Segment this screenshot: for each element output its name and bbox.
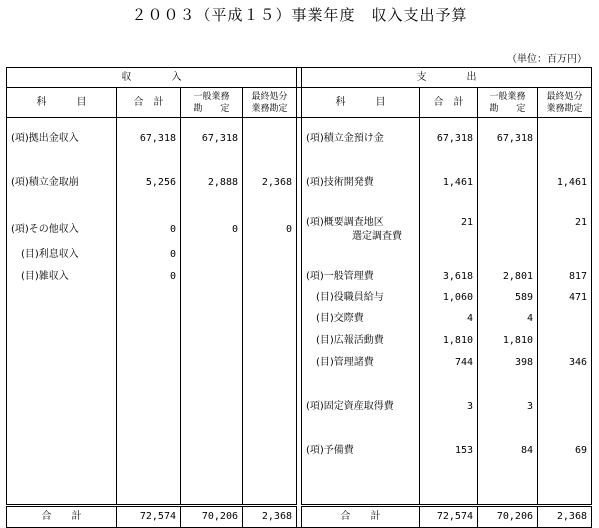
table-row (7, 308, 592, 330)
expense-general: 1,810 (478, 330, 538, 352)
income-sum-general: 70,206 (181, 506, 243, 528)
expense-general: 84 (478, 440, 538, 462)
expense-general: 589 (478, 288, 538, 308)
expense-sum-general: 70,206 (478, 506, 538, 528)
table-row (7, 440, 592, 462)
expense-sum-final: 2,368 (538, 506, 592, 528)
income-general (181, 266, 243, 288)
expense-total: 1,461 (420, 172, 478, 194)
table-row (7, 374, 592, 396)
expense-total: 3,618 (420, 266, 478, 288)
expense-general (478, 172, 538, 194)
totals-row (7, 506, 592, 528)
expense-general-header: 一般業務 勘 定 (478, 88, 538, 118)
expense-item-header: 科 目 (302, 88, 420, 118)
income-sum-final: 2,368 (243, 506, 297, 528)
expense-item: (項)予備費 (302, 440, 420, 462)
expense-total-header: 合 計 (420, 88, 478, 118)
income-final (243, 128, 297, 150)
income-final (243, 244, 297, 266)
income-total: 0 (117, 216, 181, 244)
expense-general: 3 (478, 396, 538, 418)
expense-general: 398 (478, 352, 538, 374)
income-total-label: 合 計 (7, 506, 117, 528)
expense-item: (目)広報活動費 (302, 330, 420, 352)
expense-final (538, 308, 592, 330)
income-final-header: 最終処分 業務勘定 (243, 88, 297, 118)
table-row (7, 266, 592, 288)
income-total: 67,318 (117, 128, 181, 150)
income-general: 0 (181, 216, 243, 244)
unit-label: （単位：百万円） (507, 54, 587, 65)
table-row (7, 150, 592, 172)
income-item: (目)利息収入 (7, 244, 117, 266)
expense-final (538, 128, 592, 150)
income-total: 0 (117, 266, 181, 288)
expense-item: (目)交際費 (302, 308, 420, 330)
expense-general: 4 (478, 308, 538, 330)
table-row (7, 418, 592, 440)
expense-general: 2,801 (478, 266, 538, 288)
expense-final: 471 (538, 288, 592, 308)
income-general: 2,888 (181, 172, 243, 194)
table-row (7, 128, 592, 150)
table-row (7, 216, 592, 244)
expense-total: 21 (420, 216, 478, 244)
income-total: 5,256 (117, 172, 181, 194)
table-row (7, 118, 592, 128)
expense-item: (項)固定資産取得費 (302, 396, 420, 418)
expense-total: 744 (420, 352, 478, 374)
expense-item: (項)技術開発費 (302, 172, 420, 194)
expense-final-header: 最終処分 業務勘定 (538, 88, 592, 118)
expense-total-label: 合 計 (302, 506, 420, 528)
income-item: (項)その他収入 (7, 216, 117, 244)
page-title: ２００３（平成１５）事業年度 収入支出予算 (131, 6, 468, 24)
income-general: 67,318 (181, 128, 243, 150)
table-row (7, 244, 592, 266)
column-header-row (7, 88, 592, 118)
table-row (7, 396, 592, 418)
expense-total: 67,318 (420, 128, 478, 150)
expense-final: 817 (538, 266, 592, 288)
expense-final (538, 330, 592, 352)
table-row (7, 462, 592, 484)
income-general (181, 244, 243, 266)
expense-total: 153 (420, 440, 478, 462)
income-item: (項)積立金取崩 (7, 172, 117, 194)
expense-sum-total: 72,574 (420, 506, 478, 528)
income-final: 0 (243, 216, 297, 244)
expense-item: (項)概要調査地区 選定調査費 (302, 216, 420, 244)
table-row (7, 194, 592, 216)
income-header: 収 入 (7, 68, 297, 88)
section-header-row (7, 68, 592, 88)
table-row (7, 484, 592, 506)
income-sum-total: 72,574 (117, 506, 181, 528)
income-item-header: 科 目 (7, 88, 117, 118)
expense-total: 4 (420, 308, 478, 330)
budget-table (6, 67, 592, 528)
table-row (7, 330, 592, 352)
expense-general: 67,318 (478, 128, 538, 150)
income-final: 2,368 (243, 172, 297, 194)
expense-total: 1,060 (420, 288, 478, 308)
expense-total: 1,810 (420, 330, 478, 352)
income-total-header: 合 計 (117, 88, 181, 118)
expense-final: 346 (538, 352, 592, 374)
income-final (243, 266, 297, 288)
expense-general (478, 216, 538, 244)
expense-item: (項)積立金預け金 (302, 128, 420, 150)
expense-final: 69 (538, 440, 592, 462)
expense-item: (目)管理諸費 (302, 352, 420, 374)
income-item: (項)拠出金収入 (7, 128, 117, 150)
income-general-header: 一般業務 勘 定 (181, 88, 243, 118)
income-item: (目)雑収入 (7, 266, 117, 288)
expense-total: 3 (420, 396, 478, 418)
expense-final: 1,461 (538, 172, 592, 194)
income-total: 0 (117, 244, 181, 266)
expense-final: 21 (538, 216, 592, 244)
expense-header: 支 出 (302, 68, 592, 88)
expense-final (538, 396, 592, 418)
table-row (7, 172, 592, 194)
expense-item: (目)役職員給与 (302, 288, 420, 308)
expense-item: (項)一般管理費 (302, 266, 420, 288)
table-row (7, 352, 592, 374)
table-row (7, 288, 592, 308)
